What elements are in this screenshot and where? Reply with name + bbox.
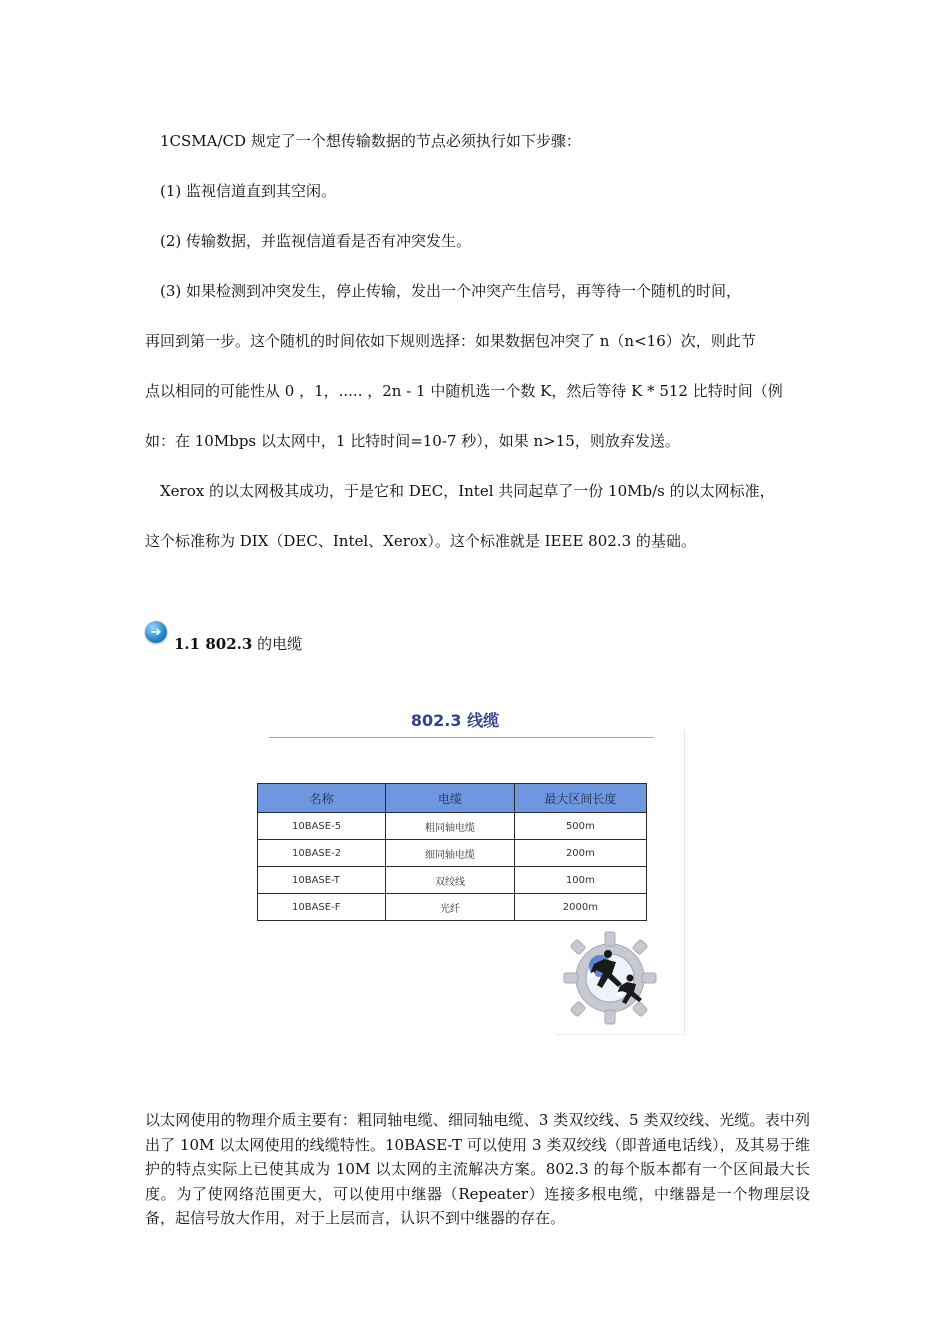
intro-line: 1CSMA/CD 规定了一个想传输数据的节点必须执行如下步骤：: [160, 132, 581, 150]
section-number: 1.1 802.3: [174, 634, 253, 653]
cell-name: 10BASE-F: [258, 894, 386, 921]
cable-table: [257, 783, 647, 921]
cable-figure: [255, 700, 685, 1035]
cell-name: 10BASE-T: [258, 867, 386, 894]
figure-border: [684, 730, 685, 1035]
figure-divider: [269, 737, 654, 738]
cell-cable: 细同轴电缆: [386, 840, 514, 867]
step-1: (1) 监视信道直到其空闲。: [160, 182, 337, 200]
column-header-cable: 电缆: [386, 784, 514, 813]
cell-name: 10BASE-5: [258, 813, 386, 840]
media-paragraph: 以太网使用的物理介质主要有：粗同轴电缆、细同轴电缆、3 类双绞线、5 类双绞线、光缆。表中列出了 10M 以太网使用的线缆特性。10BASE-T 可以使用 3 类双绞线（即普通电话线），及其易于维护的特点实际上已使其成为 10M 以太网的主流解决方案。802.3 的每个版本都有一个区间最大长度。为了使网络范围更大，可以使用中继器（Repeater）连接多根电缆，中继器是一个物理层设备，起信号放大作用，对于上层而言，认识不到中继器的存在。: [145, 1111, 810, 1228]
cell-length: 2000m: [514, 894, 646, 921]
cell-name: 10BASE-2: [258, 840, 386, 867]
table-header-row: [258, 784, 647, 813]
section-heading: [145, 621, 303, 653]
table-row: [258, 840, 647, 867]
cell-cable: 粗同轴电缆: [386, 813, 514, 840]
step-3-cont: 如：在 10Mbps 以太网中，1 比特时间=10-7 秒），如果 n>15，则放弃发送。: [145, 432, 680, 450]
section-title-text: 的电缆: [252, 634, 303, 653]
cell-cable: 双绞线: [386, 867, 514, 894]
column-header-max-length: 最大区间长度: [514, 784, 646, 813]
cell-cable: 光纤: [386, 894, 514, 921]
table-row: [258, 867, 647, 894]
table-row: [258, 894, 647, 921]
figure-title: 802.3 线缆: [410, 711, 500, 730]
step-2: (2) 传输数据，并监视信道看是否有冲突发生。: [160, 232, 472, 250]
column-header-name: 名称: [258, 784, 386, 813]
dix-line: Xerox 的以太网极其成功，于是它和 DEC，Intel 共同起草了一份 10Mb/s 的以太网标准，: [160, 482, 775, 500]
section-title: [174, 633, 302, 654]
figure-border: [555, 1034, 685, 1035]
cell-length: 100m: [514, 867, 646, 894]
dix-line-cont: 这个标准称为 DIX（DEC、Intel、Xerox）。这个标准就是 IEEE 802.3 的基础。: [145, 532, 696, 550]
cell-length: 200m: [514, 840, 646, 867]
step-3-cont: 点以相同的可能性从 0 ，1，..... ，2n - 1 中随机选一个数 K，然后等待 K * 512 比特时间（例: [145, 382, 783, 400]
cell-length: 500m: [514, 813, 646, 840]
table-row: [258, 813, 647, 840]
arrow-right-circle-icon: ➔: [145, 621, 167, 643]
step-3: (3) 如果检测到冲突发生，停止传输，发出一个冲突产生信号，再等待一个随机的时间，: [160, 282, 742, 300]
step-3-cont: 再回到第一步。这个随机的时间依如下规则选择：如果数据包冲突了 n（n<16）次，则此节: [145, 332, 756, 350]
gear-runners-logo: [558, 926, 658, 1030]
